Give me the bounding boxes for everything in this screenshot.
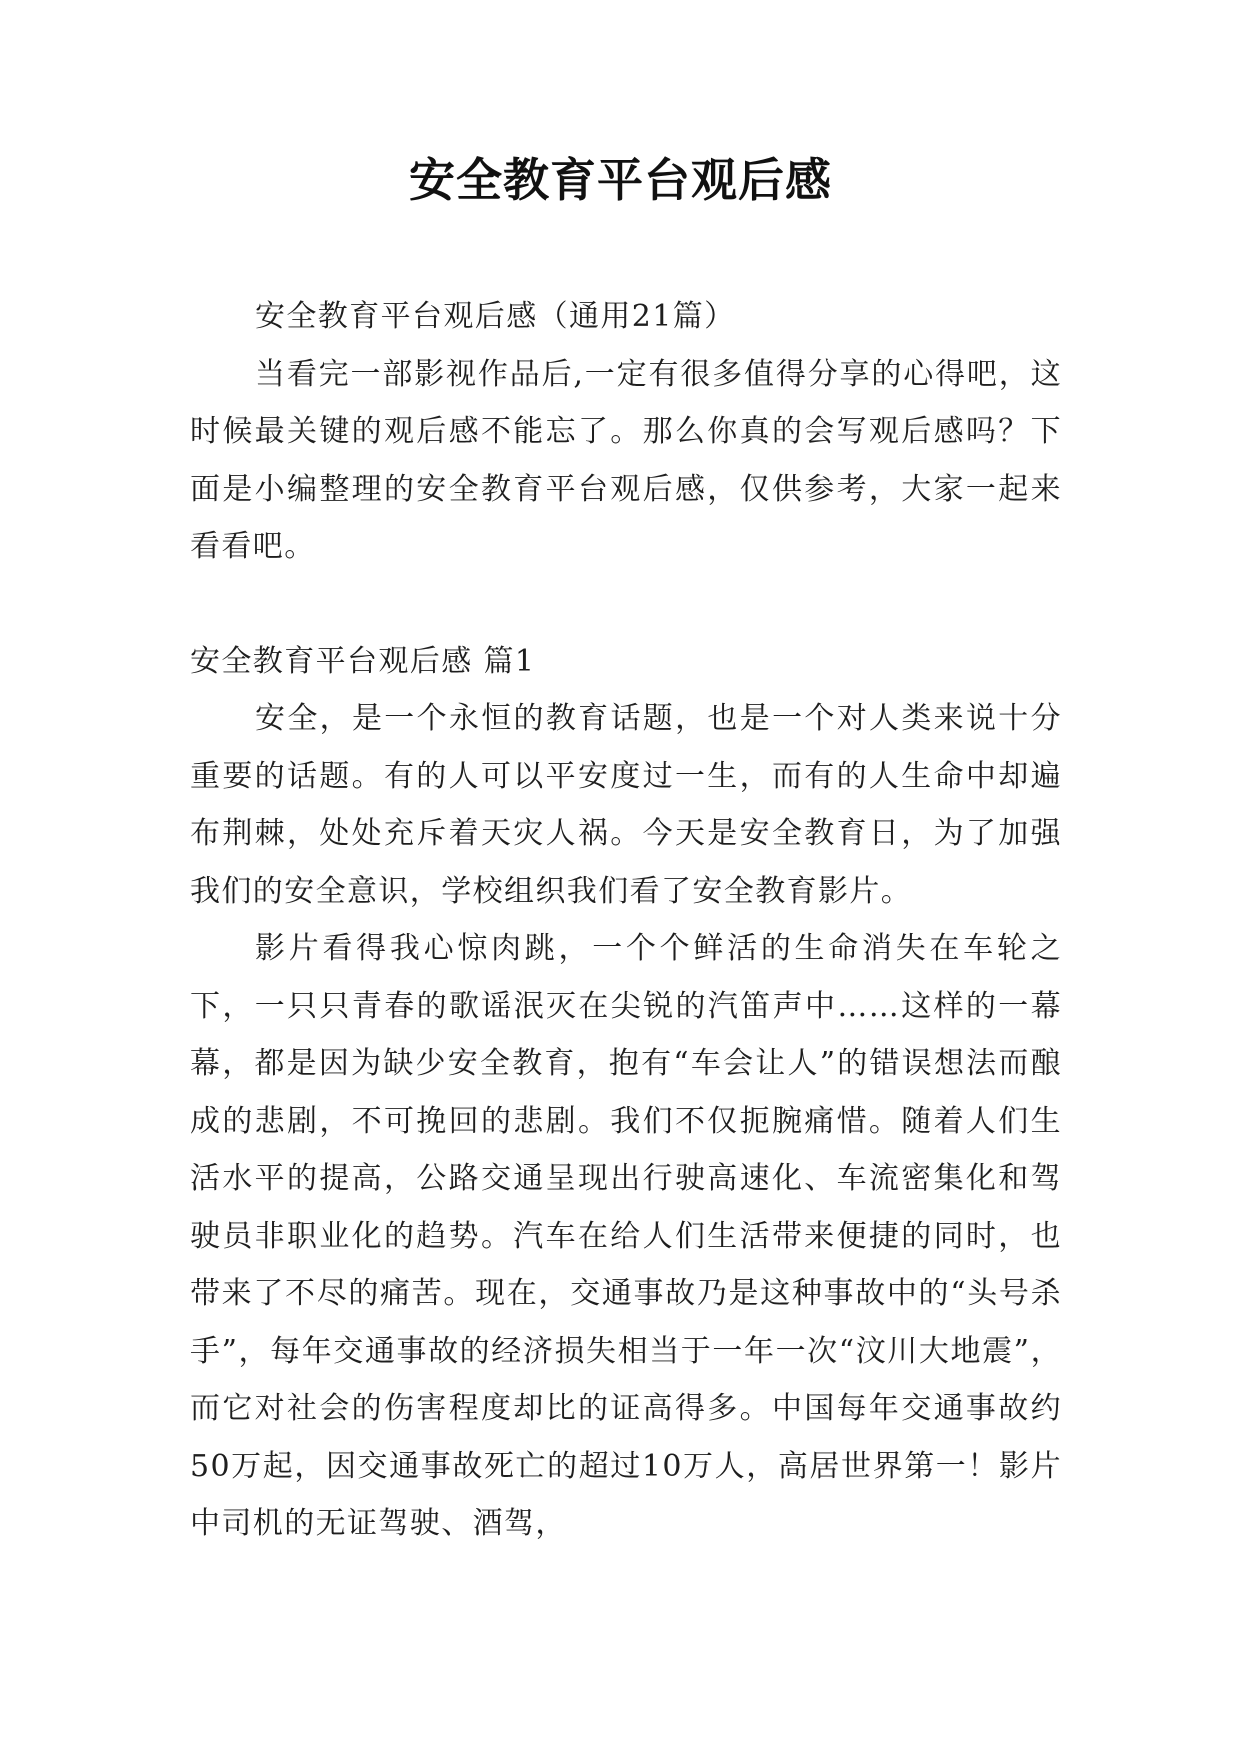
body-paragraph-1: 安全，是一个永恒的教育话题，也是一个对人类来说十分重要的话题。有的人可以平安度过一生，而有的人生命中却遍布荆棘，处处充斥着天灾人祸。今天是安全教育日，为了加强我们的安全意识，学校组织我们看了安全教育影片。 bbox=[190, 701, 1062, 909]
document-subtitle: 安全教育平台观后感（通用21篇） bbox=[255, 299, 736, 334]
intro-paragraph: 当看完一部影视作品后,一定有很多值得分享的心得吧，这时候最关键的观后感不能忘了。那么你真的会写观后感吗？下面是小编整理的安全教育平台观后感，仅供参考，大家一起来看看吧。 bbox=[190, 356, 1062, 564]
document-title: 安全教育平台观后感 bbox=[409, 153, 832, 207]
section-heading: 安全教育平台观后感 篇1 bbox=[190, 643, 536, 679]
document-body bbox=[190, 288, 1062, 1553]
body-paragraph-2: 影片看得我心惊肉跳，一个个鲜活的生命消失在车轮之下，一只只青春的歌谣泯灭在尖锐的汽笛声中……这样的一幕幕，都是因为缺少安全教育，抱有“车会让人”的错误想法而酿成的悲剧，不可挽回的悲剧。我们不仅扼腕痛惜。随着人们生活水平的提高，公路交通呈现出行驶高速化、车流密集化和驾驶员非职业化的趋势。汽车在给人们生活带来便捷的同时，也带来了不尽的痛苦。现在，交通事故乃是这种事故中的“头号杀手”，每年交通事故的经济损失相当于一年一次“汶川大地震”，而它对社会的伤害程度却比的证高得多。中国每年交通事故约50万起，因交通事故死亡的超过10万人，高居世界第一！影片中司机的无证驾驶、酒驾， bbox=[190, 931, 1062, 1541]
